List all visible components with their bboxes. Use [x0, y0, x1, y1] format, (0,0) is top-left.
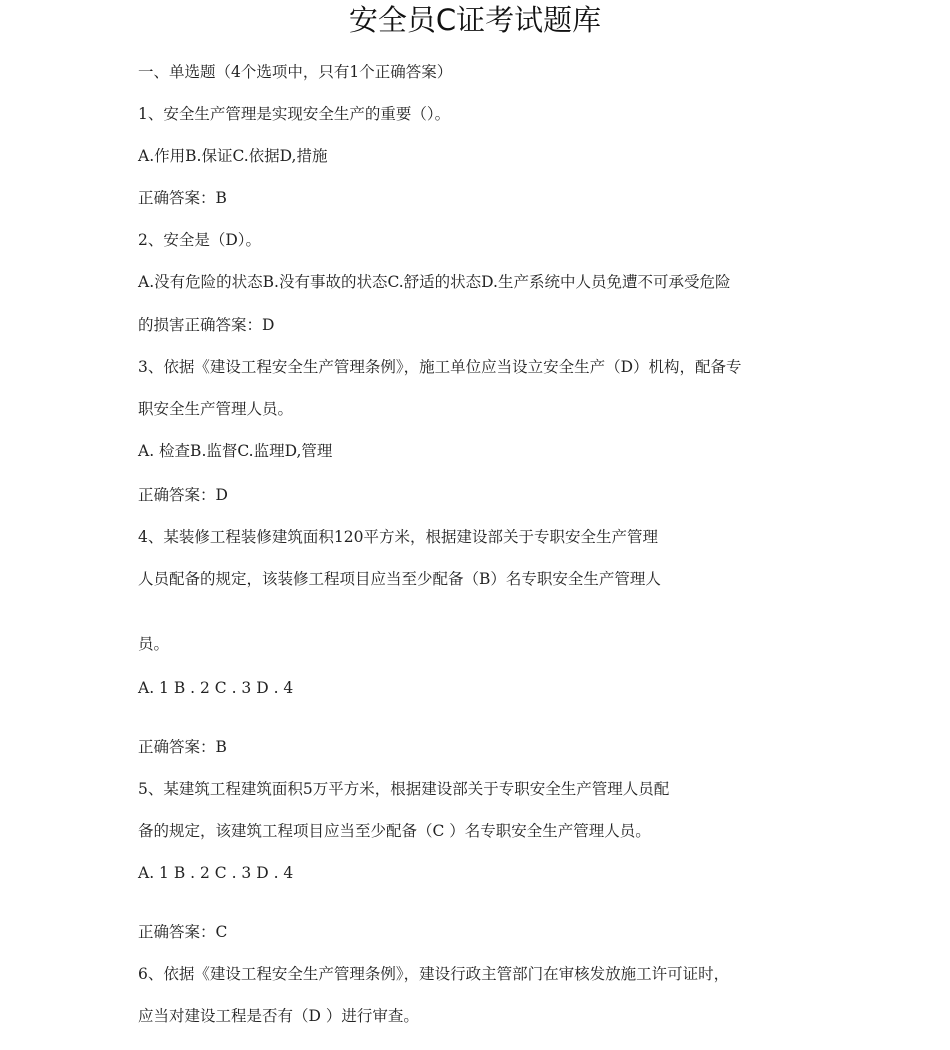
question-4-end: 员。: [138, 635, 170, 653]
question-4-continued: 人员配备的规定，该装修工程项目应当至少配备（B）名专职安全生产管理人: [138, 570, 661, 588]
question-1-options: A.作用B.保证C.依据D,措施: [138, 147, 328, 165]
question-2: 2、安全是（D）。: [138, 231, 262, 249]
question-4: 4、某装修工程装修建筑面积120平方米，根据建设部关于专职安全生产管理: [138, 528, 658, 546]
question-2-answer: 的损害正确答案：D: [138, 316, 275, 334]
question-3: 3、依据《建设工程安全生产管理条例》，施工单位应当设立安全生产（D）机构，配备专: [138, 358, 742, 376]
question-1-answer: 正确答案：B: [138, 189, 227, 207]
question-4-answer: 正确答案：B: [138, 738, 227, 756]
document-title: 安全员C证考试题库: [348, 3, 602, 37]
section-heading: 一、单选题（4个选项中，只有1个正确答案）: [138, 63, 453, 81]
question-5: 5、某建筑工程建筑面积5万平方米，根据建设部关于专职安全生产管理人员配: [138, 780, 670, 798]
question-3-options: A. 检查B.监督C.监理D,管理: [138, 442, 333, 460]
question-5-answer: 正确答案：C: [138, 923, 228, 941]
question-6: 6、依据《建设工程安全生产管理条例》，建设行政主管部门在审核发放施工许可证时，: [138, 965, 730, 983]
question-5-continued: 备的规定，该建筑工程项目应当至少配备（C ）名专职安全生产管理人员。: [138, 822, 651, 840]
question-5-options: A. 1 B . 2 C . 3 D . 4: [138, 864, 294, 882]
question-3-continued: 职安全生产管理人员。: [138, 400, 294, 418]
question-2-options: A.没有危险的状态B.没有事故的状态C.舒适的状态D.生产系统中人员免遭不可承受危险: [138, 273, 731, 291]
question-1: 1、安全生产管理是实现安全生产的重要（）。: [138, 105, 451, 123]
question-3-answer: 正确答案：D: [138, 486, 228, 504]
question-6-continued: 应当对建设工程是否有（D ）进行审查。: [138, 1007, 419, 1025]
question-4-options: A. 1 B . 2 C . 3 D . 4: [138, 679, 294, 697]
